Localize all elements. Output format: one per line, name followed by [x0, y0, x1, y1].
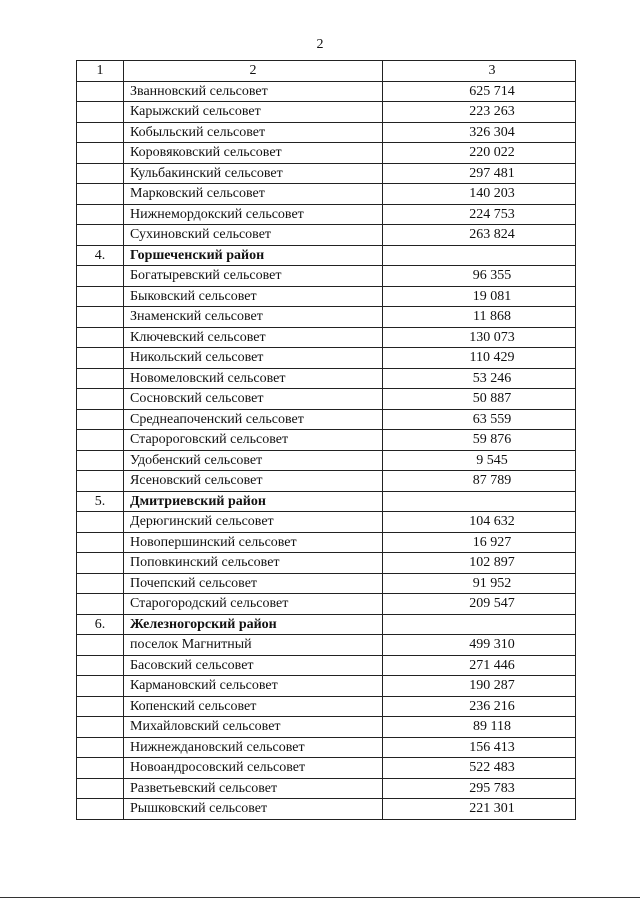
column-3-header: 3	[383, 61, 576, 82]
amount-value: 263 824	[383, 225, 576, 246]
table-row	[77, 471, 576, 492]
row-number	[77, 122, 124, 143]
amount-value: 220 022	[383, 143, 576, 164]
row-number	[77, 737, 124, 758]
district-row	[77, 614, 576, 635]
table-row	[77, 122, 576, 143]
row-number	[77, 450, 124, 471]
row-number	[77, 655, 124, 676]
table-row	[77, 143, 576, 164]
amount-value: 190 287	[383, 676, 576, 697]
table-row	[77, 81, 576, 102]
municipality-name: Среднеапоченский сельсовет	[124, 409, 383, 430]
amount-value	[383, 245, 576, 266]
amount-value: 63 559	[383, 409, 576, 430]
table-row	[77, 102, 576, 123]
row-number: 5.	[77, 491, 124, 512]
table-row	[77, 758, 576, 779]
municipality-name: Дерюгинский сельсовет	[124, 512, 383, 533]
row-number	[77, 286, 124, 307]
row-number	[77, 389, 124, 410]
table-row	[77, 573, 576, 594]
column-1-header: 1	[77, 61, 124, 82]
municipality-name: Никольский сельсовет	[124, 348, 383, 369]
table-header-row	[77, 61, 576, 82]
municipality-name: Новомеловский сельсовет	[124, 368, 383, 389]
municipality-name: Копенский сельсовет	[124, 696, 383, 717]
amount-value	[383, 614, 576, 635]
table-row	[77, 655, 576, 676]
municipality-name: Разветьевский сельсовет	[124, 778, 383, 799]
municipality-name: Быковский сельсовет	[124, 286, 383, 307]
row-number	[77, 409, 124, 430]
amount-value: 271 446	[383, 655, 576, 676]
table-row	[77, 430, 576, 451]
municipality-name: Ключевский сельсовет	[124, 327, 383, 348]
amount-value: 16 927	[383, 532, 576, 553]
amount-value: 91 952	[383, 573, 576, 594]
table-row	[77, 450, 576, 471]
table-row	[77, 163, 576, 184]
municipality-name: Кармановский сельсовет	[124, 676, 383, 697]
municipality-name: Удобенский сельсовет	[124, 450, 383, 471]
row-number	[77, 696, 124, 717]
amount-value: 9 545	[383, 450, 576, 471]
row-number	[77, 307, 124, 328]
row-number	[77, 532, 124, 553]
table-body	[77, 61, 576, 820]
table-row	[77, 799, 576, 820]
municipality-name: Старогородский сельсовет	[124, 594, 383, 615]
row-number	[77, 184, 124, 205]
amount-value: 140 203	[383, 184, 576, 205]
municipality-name: Коровяковский сельсовет	[124, 143, 383, 164]
municipality-name: Кобыльский сельсовет	[124, 122, 383, 143]
table-row	[77, 327, 576, 348]
row-number	[77, 348, 124, 369]
table-row	[77, 286, 576, 307]
table-row	[77, 348, 576, 369]
table-row	[77, 594, 576, 615]
amount-value: 19 081	[383, 286, 576, 307]
municipality-name: Сосновский сельсовет	[124, 389, 383, 410]
table-row	[77, 635, 576, 656]
allocation-table	[76, 60, 576, 820]
amount-value: 224 753	[383, 204, 576, 225]
amount-value: 11 868	[383, 307, 576, 328]
amount-value: 59 876	[383, 430, 576, 451]
municipality-name: Кульбакинский сельсовет	[124, 163, 383, 184]
table-row	[77, 676, 576, 697]
row-number	[77, 430, 124, 451]
amount-value: 625 714	[383, 81, 576, 102]
table-row	[77, 184, 576, 205]
table-row	[77, 532, 576, 553]
table-row	[77, 778, 576, 799]
amount-value: 110 429	[383, 348, 576, 369]
row-number	[77, 594, 124, 615]
table-row	[77, 368, 576, 389]
municipality-name: Михайловский сельсовет	[124, 717, 383, 738]
municipality-name: Почепский сельсовет	[124, 573, 383, 594]
amount-value: 87 789	[383, 471, 576, 492]
row-number	[77, 573, 124, 594]
row-number: 6.	[77, 614, 124, 635]
amount-value: 50 887	[383, 389, 576, 410]
table-row	[77, 389, 576, 410]
row-number	[77, 512, 124, 533]
municipality-name: Новоандросовский сельсовет	[124, 758, 383, 779]
amount-value: 209 547	[383, 594, 576, 615]
row-number	[77, 143, 124, 164]
amount-value: 221 301	[383, 799, 576, 820]
table-row	[77, 717, 576, 738]
municipality-name: Ясеновский сельсовет	[124, 471, 383, 492]
row-number: 4.	[77, 245, 124, 266]
page-number: 2	[316, 37, 324, 52]
table-row	[77, 266, 576, 287]
table-row	[77, 204, 576, 225]
amount-value: 223 263	[383, 102, 576, 123]
row-number	[77, 81, 124, 102]
municipality-name: Богатыревский сельсовет	[124, 266, 383, 287]
row-number	[77, 471, 124, 492]
amount-value: 236 216	[383, 696, 576, 717]
row-number	[77, 266, 124, 287]
table-row	[77, 409, 576, 430]
row-number	[77, 799, 124, 820]
district-name: Дмитриевский район	[124, 491, 383, 512]
row-number	[77, 635, 124, 656]
municipality-name: Нижнеждановский сельсовет	[124, 737, 383, 758]
amount-value: 297 481	[383, 163, 576, 184]
district-name: Горшеченский район	[124, 245, 383, 266]
table-row	[77, 225, 576, 246]
row-number	[77, 758, 124, 779]
amount-value: 89 118	[383, 717, 576, 738]
municipality-name: Старороговский сельсовет	[124, 430, 383, 451]
row-number	[77, 553, 124, 574]
district-name: Железногорский район	[124, 614, 383, 635]
municipality-name: Новопершинский сельсовет	[124, 532, 383, 553]
row-number	[77, 225, 124, 246]
district-row	[77, 245, 576, 266]
amount-value: 326 304	[383, 122, 576, 143]
amount-value: 96 355	[383, 266, 576, 287]
amount-value: 104 632	[383, 512, 576, 533]
district-row	[77, 491, 576, 512]
amount-value: 295 783	[383, 778, 576, 799]
municipality-name: Поповкинский сельсовет	[124, 553, 383, 574]
amount-value	[383, 491, 576, 512]
table-row	[77, 737, 576, 758]
table-row	[77, 512, 576, 533]
row-number	[77, 163, 124, 184]
municipality-name: Знаменский сельсовет	[124, 307, 383, 328]
row-number	[77, 778, 124, 799]
amount-value: 53 246	[383, 368, 576, 389]
row-number	[77, 368, 124, 389]
municipality-name: Марковский сельсовет	[124, 184, 383, 205]
municipality-name: Басовский сельсовет	[124, 655, 383, 676]
municipality-name: Нижнемордокский сельсовет	[124, 204, 383, 225]
amount-value: 156 413	[383, 737, 576, 758]
municipality-name: Сухиновский сельсовет	[124, 225, 383, 246]
amount-value: 130 073	[383, 327, 576, 348]
row-number	[77, 327, 124, 348]
column-2-header: 2	[124, 61, 383, 82]
table-row	[77, 696, 576, 717]
municipality-name: Званновский сельсовет	[124, 81, 383, 102]
municipality-name: поселок Магнитный	[124, 635, 383, 656]
amount-value: 102 897	[383, 553, 576, 574]
amount-value: 522 483	[383, 758, 576, 779]
table-row	[77, 307, 576, 328]
municipality-name: Рышковский сельсовет	[124, 799, 383, 820]
row-number	[77, 717, 124, 738]
bottom-rule	[0, 897, 640, 898]
municipality-name: Карыжский сельсовет	[124, 102, 383, 123]
row-number	[77, 102, 124, 123]
row-number	[77, 676, 124, 697]
amount-value: 499 310	[383, 635, 576, 656]
table-row	[77, 553, 576, 574]
row-number	[77, 204, 124, 225]
